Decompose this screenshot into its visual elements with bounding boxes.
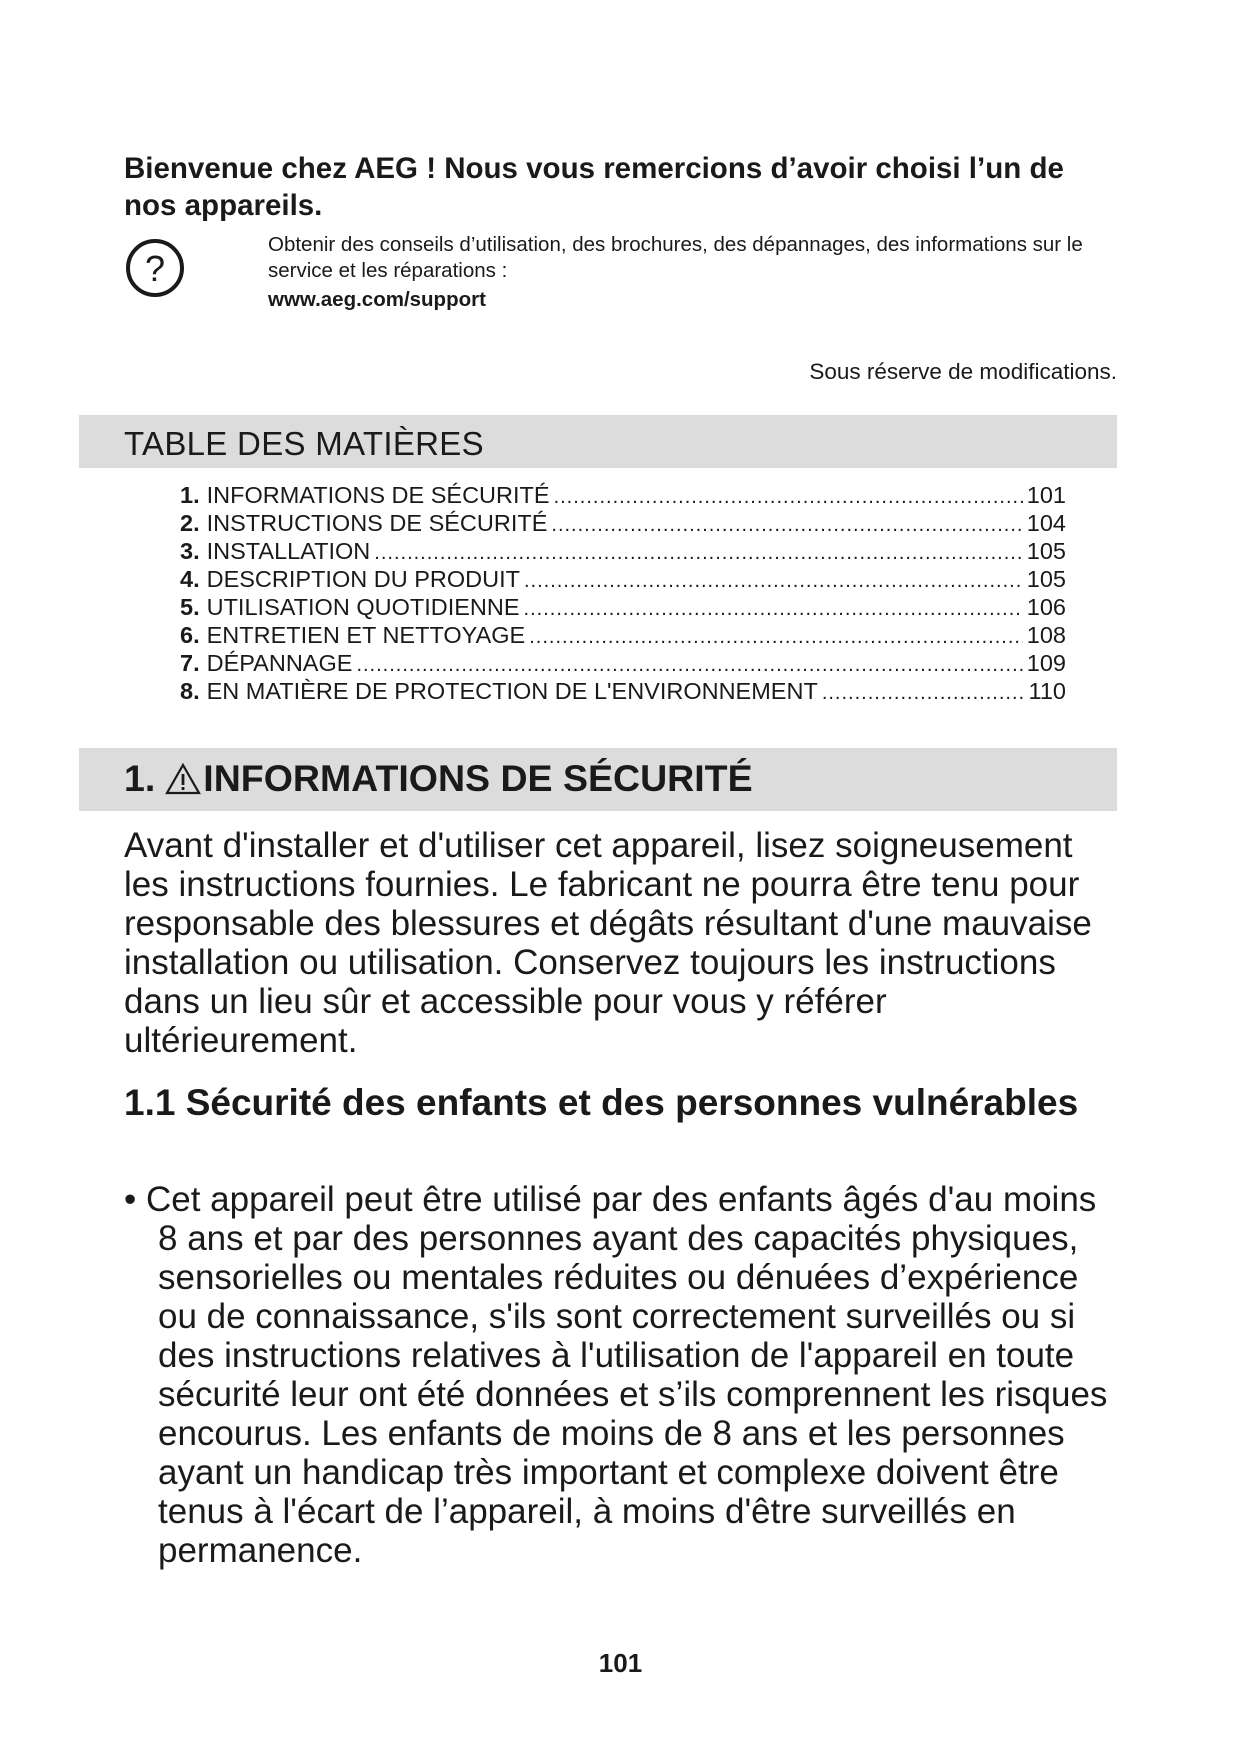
toc-item[interactable] — [180, 593, 1066, 621]
toc-leader-dots — [524, 567, 1023, 595]
toc-leader-dots — [524, 595, 1023, 623]
subsection-1-1-title: 1.1 Sécurité des enfants et des personnes vulnérables — [124, 1082, 1079, 1123]
svg-text:?: ? — [144, 248, 166, 289]
toc-item-number: 6. — [180, 622, 200, 648]
toc-title: TABLE DES MATIÈRES — [124, 425, 484, 462]
toc-item-page: 104 — [1026, 510, 1066, 536]
toc-item-label: UTILISATION QUOTIDIENNE — [206, 594, 520, 620]
support-link[interactable]: www.aeg.com/support — [268, 288, 486, 311]
toc-item-number: 3. — [180, 538, 200, 564]
welcome-heading: Bienvenue chez AEG ! Nous vous remercions d’avoir choisi l’un de nos appareils. — [124, 152, 1064, 222]
toc-item-label: INSTRUCTIONS DE SÉCURITÉ — [206, 510, 548, 536]
toc-item-number: 7. — [180, 650, 200, 676]
toc-item-page: 105 — [1026, 566, 1066, 592]
toc-item[interactable] — [180, 621, 1066, 649]
help-description: Obtenir des conseils d’utilisation, des brochures, des dépannages, des informations sur le service et les réparations : — [268, 233, 1083, 282]
toc-item[interactable] — [180, 481, 1066, 509]
toc-leader-dots — [554, 483, 1023, 511]
bullet-text: Cet appareil peut être utilisé par des enfants âgés d'au moins 8 ans et par des personnes ayant des capacités physiques, sensorielles ou mentales réduites ou dénuées d’expérience ou de connaissance, s'ils sont correctement surveillés ou si des instructions relatives à l'utilisation de l'appareil en toute sécurité leur ont été données et s’ils comprennent les risques encourus. Les enfants de moins de 8 ans et les personnes ayant un handicap très important et complexe doivent être tenus à l'écart de l’appareil, à moins d'être surveillés en permanence. — [145, 1180, 1108, 1570]
toc-item[interactable] — [180, 649, 1066, 677]
toc-leader-dots — [529, 623, 1023, 651]
toc-leader-dots — [356, 651, 1022, 679]
toc-item[interactable] — [180, 509, 1066, 537]
toc-item-number: 5. — [180, 594, 200, 620]
toc-item-page: 105 — [1026, 538, 1066, 564]
toc-item-number: 1. — [180, 482, 200, 508]
toc-item-label: DESCRIPTION DU PRODUIT — [206, 566, 520, 592]
toc-item-label: DÉPANNAGE — [206, 650, 353, 676]
bullet-item: • Cet appareil peut être utilisé par des enfants âgés d'au moins 8 ans et par des personnes ayant des capacités physiques, sensorielles ou mentales réduites ou dénuées d’expérience ou de connaissance, s'ils sont correctement surveillés ou si des instructions relatives à l'utilisation de l'appareil en toute sécurité leur ont été données et s’ils comprennent les risques encourus. Les enfants de moins de 8 ans et les personnes ayant un handicap très important et complexe doivent être tenus à l'écart de l’appareil, à moins d'être surveillés en permanence. — [124, 1180, 1108, 1570]
safety-intro-paragraph: Avant d'installer et d'utiliser cet appareil, lisez soigneusement les instructions fournies. Le fabricant ne pourra être tenu pour responsable des blessures et dégâts résultant d'une mauvaise installation ou utilisation. Conservez toujours les instructions dans un lieu sûr et accessible pour vous y référer ultérieurement. — [124, 826, 1092, 1060]
toc-item-number: 8. — [180, 678, 200, 704]
toc-item-label: INFORMATIONS DE SÉCURITÉ — [206, 482, 550, 508]
warning-triangle-icon — [165, 763, 201, 795]
toc-item-number: 4. — [180, 566, 200, 592]
section-number: 1. — [124, 757, 156, 799]
toc-item-number: 2. — [180, 510, 200, 536]
toc-item-page: 108 — [1026, 622, 1066, 648]
section-1-title — [124, 757, 753, 800]
toc-item[interactable] — [180, 537, 1066, 565]
page-number: 101 — [598, 1648, 643, 1678]
toc-item[interactable] — [180, 677, 1066, 705]
help-info — [268, 232, 1118, 313]
table-of-contents — [180, 481, 1066, 705]
toc-item-label: ENTRETIEN ET NETTOYAGE — [206, 622, 526, 648]
toc-leader-dots — [374, 539, 1023, 567]
toc-leader-dots — [551, 511, 1022, 539]
section-title-text: INFORMATIONS DE SÉCURITÉ — [203, 757, 753, 799]
toc-item-page: 101 — [1026, 482, 1066, 508]
toc-item[interactable] — [180, 565, 1066, 593]
toc-item-page: 106 — [1026, 594, 1066, 620]
toc-item-page: 109 — [1026, 650, 1066, 676]
modification-notice: Sous réserve de modifications. — [809, 359, 1117, 384]
toc-item-label: INSTALLATION — [206, 538, 371, 564]
toc-leader-dots — [822, 679, 1025, 707]
question-circle-icon — [124, 237, 186, 299]
toc-item-page: 110 — [1028, 678, 1066, 704]
toc-item-label: EN MATIÈRE DE PROTECTION DE L'ENVIRONNEMENT — [206, 678, 818, 704]
